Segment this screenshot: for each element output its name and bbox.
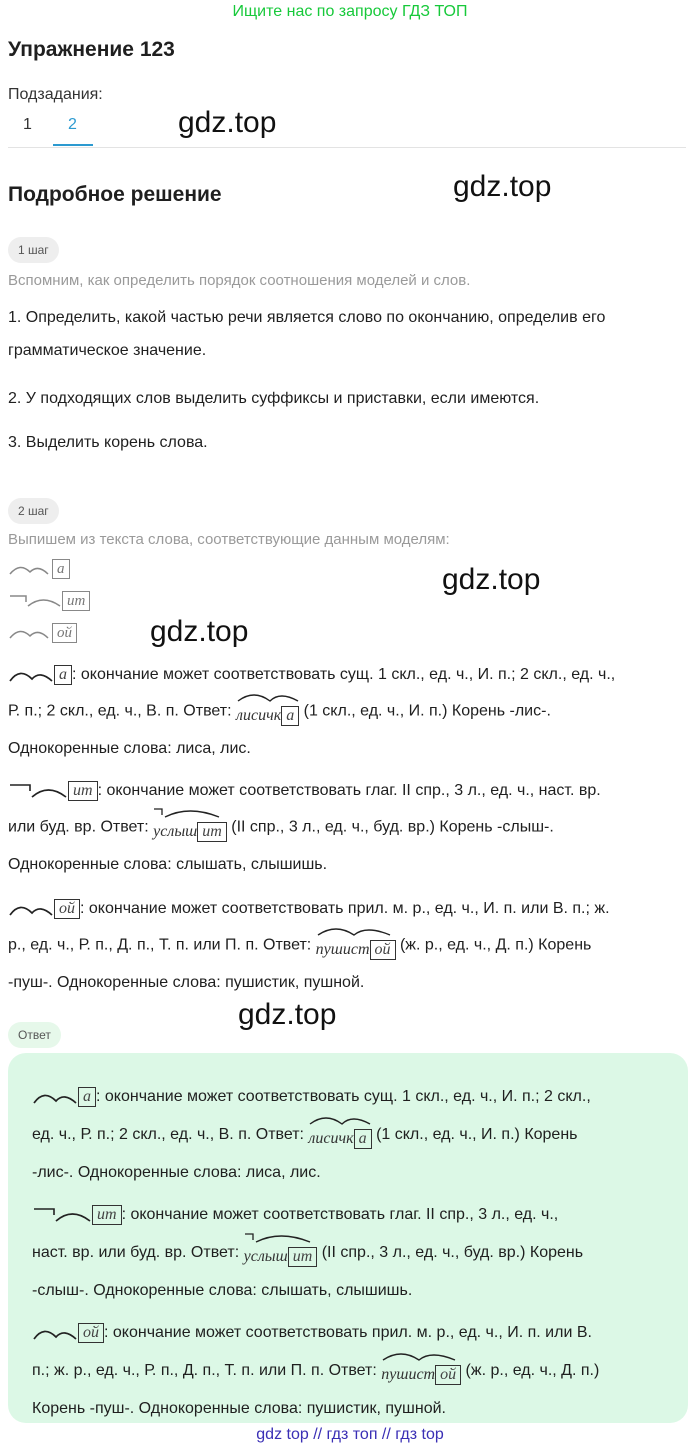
morph-marks bbox=[153, 805, 223, 819]
tab-subtask-1[interactable]: 1 bbox=[23, 116, 32, 133]
word-ending: ит bbox=[197, 822, 227, 842]
morph-model bbox=[32, 1316, 104, 1350]
morph-model-oy bbox=[8, 622, 77, 644]
text-line: : окончание может соответствовать сущ. 1 скл., ед. ч., И. п.; 2 скл., bbox=[96, 1088, 591, 1106]
divider bbox=[8, 147, 686, 148]
step-hint: Вспомним, как определить порядок соотношения моделей и слов. bbox=[8, 272, 471, 289]
ending-box: ой bbox=[54, 899, 80, 919]
tab-subtask-2[interactable]: 2 bbox=[68, 116, 77, 133]
text-line: -лис-. Однокоренные слова: лиса, лис. bbox=[32, 1164, 321, 1182]
analysis-paragraph bbox=[8, 774, 692, 881]
text-line: наст. вр. или буд. вр. Ответ: bbox=[32, 1244, 244, 1262]
step-hint: Выпишем из текста слова, соответствующие данным моделям: bbox=[8, 531, 450, 548]
text-line: : окончание может соответствовать прил. м. р., ед. ч., И. п. или В. bbox=[104, 1324, 592, 1342]
root-suffix-icon bbox=[8, 665, 54, 685]
morph-model-it bbox=[8, 590, 90, 612]
text-line: -слыш-. Однокоренные слова: слышать, слышишь. bbox=[32, 1282, 413, 1300]
prefix-root-icon bbox=[8, 781, 68, 801]
ending-box: ой bbox=[78, 1323, 104, 1343]
step1-item3: 3. Выделить корень слова. bbox=[8, 434, 208, 451]
watermark: gdz.top bbox=[178, 106, 277, 139]
word-ending: ой bbox=[435, 1365, 461, 1385]
text-line: грамматическое значение. bbox=[8, 342, 207, 359]
root-suffix-icon bbox=[8, 622, 52, 644]
analyzed-word bbox=[244, 1232, 318, 1274]
text-line: ед. ч., Р. п.; 2 скл., ед. ч., В. п. Ответ: bbox=[32, 1126, 309, 1144]
watermark: gdz.top bbox=[238, 998, 337, 1031]
analyzed-word bbox=[308, 1114, 371, 1156]
text-line: (II спр., 3 л., ед. ч., буд. вр.) Корень -слыш-. bbox=[226, 819, 554, 836]
text-line: Однокоренные слова: лиса, лис. bbox=[8, 740, 251, 758]
ending-box: а bbox=[54, 665, 72, 685]
morph-model bbox=[32, 1080, 96, 1114]
analyzed-word bbox=[153, 807, 227, 848]
word-ending: а bbox=[354, 1129, 372, 1149]
word-root: пуш bbox=[381, 1366, 409, 1384]
step1-item2: 2. У подходящих слов выделить суффиксы и приставки, если имеются. bbox=[8, 390, 540, 407]
word-prefix: у bbox=[153, 823, 161, 841]
text-line: (II спр., 3 л., ед. ч., буд. вр.) Корень bbox=[317, 1244, 584, 1262]
text-line: (1 скл., ед. ч., И. п.) Корень -лис-. bbox=[299, 703, 551, 720]
text-line: -пуш-. Однокоренные слова: пушистик, пушной. bbox=[8, 974, 365, 992]
watermark: gdz.top bbox=[150, 615, 249, 648]
step-badge: 1 шаг bbox=[8, 237, 59, 263]
morph-marks bbox=[244, 1230, 314, 1244]
text-line: : окончание может соответствовать глаг. II спр., 3 л., ед. ч., наст. вр. bbox=[97, 782, 601, 799]
word-ending: ой bbox=[370, 940, 396, 960]
word-root: лис bbox=[308, 1130, 331, 1148]
text-line: : окончание может соответствовать глаг. II спр., 3 л., ед. ч., bbox=[121, 1206, 559, 1224]
morph-model bbox=[32, 1198, 122, 1232]
morph-model bbox=[8, 892, 80, 925]
text-line: Корень -пуш-. Однокоренные слова: пушистик, пушной. bbox=[32, 1400, 446, 1418]
morph-marks bbox=[308, 1112, 378, 1126]
step-badge: 2 шаг bbox=[8, 498, 59, 524]
search-banner: Ищите нас по запросу ГДЗ ТОП bbox=[232, 3, 468, 20]
ending-box: ой bbox=[52, 623, 77, 643]
text-line: (1 скл., ед. ч., И. п.) Корень bbox=[371, 1126, 578, 1144]
subtasks-label: Подзадания: bbox=[8, 86, 103, 103]
word-root: слыш bbox=[160, 823, 198, 841]
analyzed-word bbox=[381, 1350, 461, 1392]
text-line: (ж. р., ед. ч., Д. п.) bbox=[461, 1362, 600, 1380]
word-suffix: ист bbox=[342, 941, 370, 959]
morph-marks bbox=[236, 689, 306, 703]
word-root: лис bbox=[235, 707, 259, 725]
text-line: : окончание может соответствовать прил. м. р., ед. ч., И. п. или В. п.; ж. bbox=[80, 900, 610, 917]
solution-heading: Подробное решение bbox=[8, 183, 222, 206]
ending-box: а bbox=[52, 559, 70, 579]
watermark: gdz.top bbox=[442, 563, 541, 596]
analysis-paragraph bbox=[8, 892, 692, 999]
text-line: р., ед. ч., Р. п., Д. п., Т. п. или П. п. Ответ: bbox=[8, 937, 316, 954]
ending-box: а bbox=[78, 1087, 96, 1107]
word-ending: а bbox=[281, 706, 299, 726]
word-suffix: ичк bbox=[258, 707, 282, 725]
text-line: п.; ж. р., ед. ч., Р. п., Д. п., Т. п. или П. п. Ответ: bbox=[32, 1362, 382, 1380]
step1-item1 bbox=[8, 301, 692, 367]
word-ending: ит bbox=[288, 1247, 318, 1267]
morph-marks bbox=[381, 1348, 461, 1362]
answer-paragraph bbox=[32, 1080, 672, 1190]
answer-paragraph bbox=[32, 1198, 672, 1308]
footer-links: gdz top // гдз топ // гдз top bbox=[256, 1426, 444, 1443]
ending-box: ит bbox=[68, 781, 98, 801]
prefix-root-icon bbox=[8, 590, 62, 612]
text-line: Однокоренные слова: слышать, слышишь. bbox=[8, 856, 328, 874]
watermark: gdz.top bbox=[453, 170, 552, 203]
ending-box: ит bbox=[92, 1205, 122, 1225]
text-line: 1. Определить, какой частью речи является слово по окончанию, определив его bbox=[8, 309, 606, 326]
analysis-paragraph bbox=[8, 658, 692, 765]
ending-box: ит bbox=[62, 591, 90, 611]
morph-model bbox=[8, 774, 98, 807]
word-suffix: ичк bbox=[330, 1130, 354, 1148]
word-suffix: ист bbox=[408, 1366, 436, 1384]
text-line: (ж. р., ед. ч., Д. п.) Корень bbox=[395, 937, 592, 954]
answer-paragraph bbox=[32, 1316, 672, 1426]
word-prefix: у bbox=[243, 1248, 251, 1266]
morph-model bbox=[8, 658, 72, 691]
page-title: Упражнение 123 bbox=[8, 38, 175, 61]
text-line: Р. п.; 2 скл., ед. ч., В. п. Ответ: bbox=[8, 703, 236, 720]
root-suffix-icon bbox=[32, 1087, 78, 1107]
answer-badge: Ответ bbox=[8, 1022, 61, 1048]
root-suffix-icon bbox=[8, 558, 52, 580]
analyzed-word bbox=[236, 691, 299, 732]
root-suffix-icon bbox=[8, 899, 54, 919]
analyzed-word bbox=[316, 925, 396, 966]
word-root: слыш bbox=[250, 1248, 288, 1266]
morph-marks bbox=[316, 923, 396, 937]
word-root: пуш bbox=[315, 941, 343, 959]
text-line: : окончание может соответствовать сущ. 1 скл., ед. ч., И. п.; 2 скл., ед. ч., bbox=[72, 666, 616, 683]
root-suffix-icon bbox=[32, 1323, 78, 1343]
text-line: или буд. вр. Ответ: bbox=[8, 819, 154, 836]
active-tab-indicator bbox=[53, 144, 93, 146]
morph-model-a bbox=[8, 558, 70, 580]
prefix-root-icon bbox=[32, 1205, 92, 1225]
